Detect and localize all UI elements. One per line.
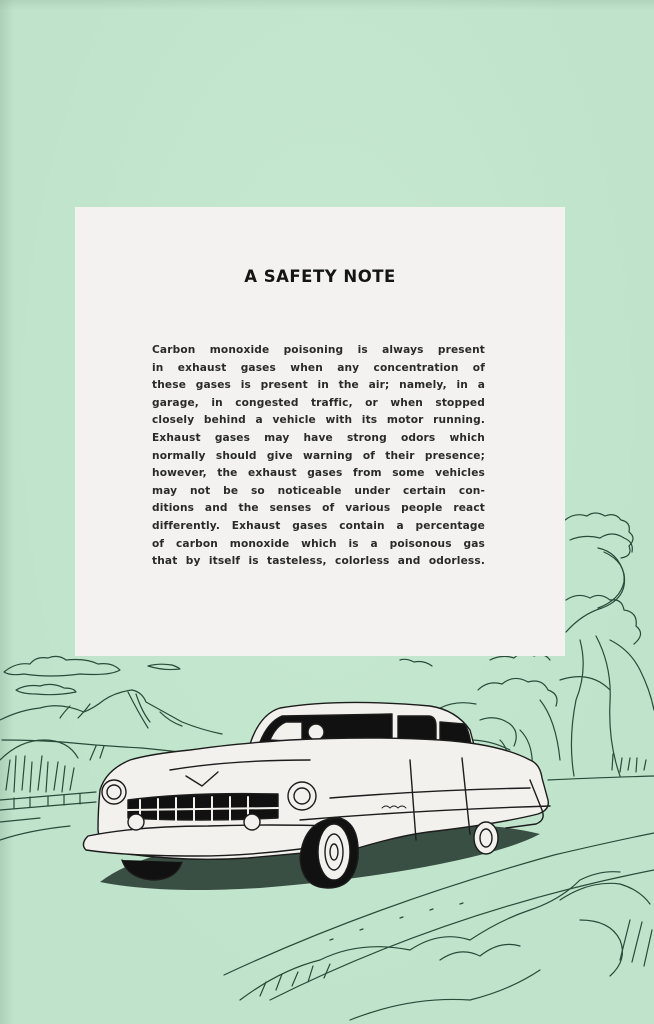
stone-wall-illustration xyxy=(0,792,96,822)
note-line: Exhaust gases may have strong odors which xyxy=(152,431,485,444)
note-line: these gases is present in the air; namely, in a xyxy=(152,379,485,392)
note-line: that by itself is tasteless, colorless and odorless. xyxy=(152,555,485,568)
note-body xyxy=(152,342,485,571)
note-line: however, the exhaust gases from some vehicles xyxy=(152,467,485,480)
note-line: differently. Exhaust gases contain a percentage xyxy=(152,519,485,532)
note-line: may not be so noticeable under certain con- xyxy=(152,484,485,497)
note-line: closely behind a vehicle with its motor running. xyxy=(152,414,485,427)
foreground-brush-illustration xyxy=(240,872,652,1020)
note-line: normally should give warning of their presence; xyxy=(152,449,485,462)
note-line: of carbon monoxide which is a poisonous gas xyxy=(152,537,485,550)
note-title: A SAFETY NOTE xyxy=(244,267,396,286)
note-line: ditions and the senses of various people react xyxy=(152,502,485,515)
clouds-illustration xyxy=(4,656,432,694)
shrubs-illustration xyxy=(0,740,104,792)
safety-note-box xyxy=(75,207,565,656)
note-line: in exhaust gases when any concentration of xyxy=(152,361,485,374)
note-line: Carbon monoxide poisoning is always present xyxy=(152,344,485,356)
note-line: garage, in congested traffic, or when stopped xyxy=(152,396,485,409)
